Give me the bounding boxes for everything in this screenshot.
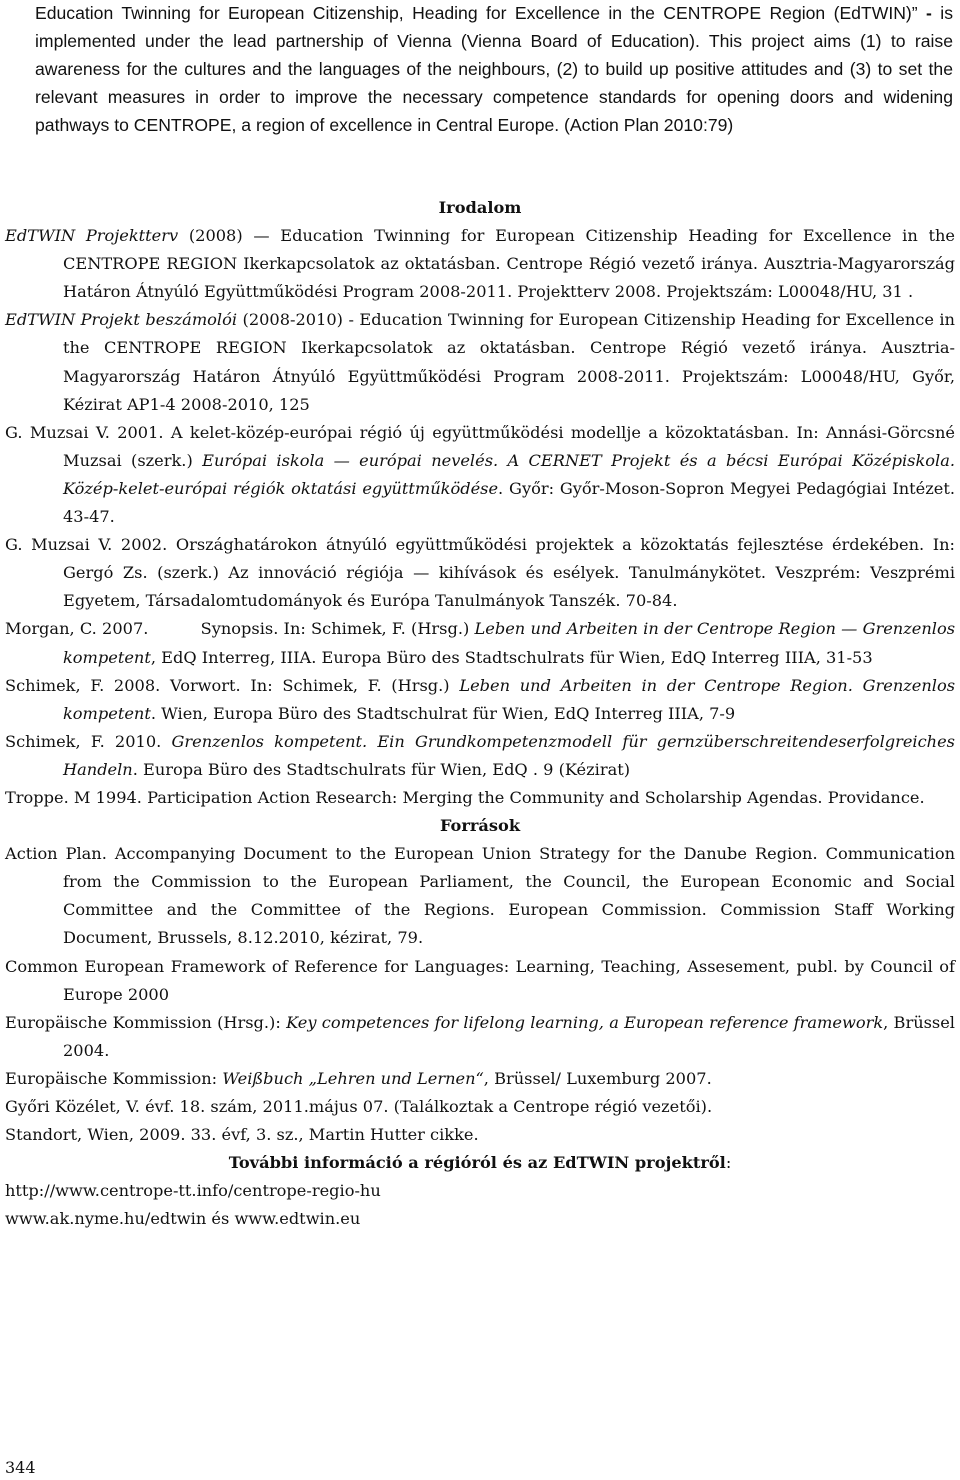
intro-text-2: is implemented under the lead partnership of Vienna (Vienna Board of Education). This project aims (1) to raise awareness for the cultures and the languages of the neighbours, (2) to build up positive attitudes and (3) to set the relevant measures in order to improve the necessary competence standards for opening doors and widening pathways to CENTROPE, a region of excellence in Central Europe.: [35, 3, 953, 136]
reference-text: (2008-2010) - Education Twinning for European Citizenship Heading for Excellence in the CENTROPE REGION Ikerkapcsolatok az oktatásban. Centrope Régió vezető iránya. Ausztria-Magyarország Határon Átnyúló Együttműködési Program 2008-2011. Projektszám: L00048/HU, Győr, Kézirat AP1-4 2008-2010, 125: [63, 310, 955, 414]
link-edtwin[interactable]: www.edtwin.eu: [234, 1209, 361, 1229]
reference-muzsai-2002: G. Muzsai V. 2002. Országhatárokon átnyúló együttműködési projektek a közoktatás fejlesztése érdekében. In: Gergó Zs. (szerk.) Az innováció régiója — kihívások és esélyek. Tanulmánykötet. Veszprém: Veszprémi Egyetem, Társadalomtudományok és Európa Tanulmányok Tanszék. 70-84.: [5, 535, 955, 611]
reference-muzsai-2001: [5, 419, 955, 531]
reference-text: (2008) — Education Twinning for European Citizenship Heading for Excellence in the CENTROPE REGION Ikerkapcsolatok az oktatásban. Centrope Régió vezető iránya. Ausztria-Magyarország Határon Átnyúló Együttműködési Program 2008-2011. Projektterv 2008. Projektszám: L00048/HU, 31 .: [63, 226, 955, 302]
reference-text: . Győr: Győr-Moson-Sopron Megyei Pedagógiai Intézet. 43-47.: [63, 478, 956, 527]
reference-title: Key competences for lifelong learning, a European reference framework: [286, 1012, 884, 1032]
reference-title: EdTWIN Projektterv: [5, 226, 179, 246]
reference-text: G. Muzsai V. 2001. A kelet-közép-európai régió új együttműködési modellje a közoktatásban. In: Annási-Görcsné Muzsai (szerk.): [5, 422, 955, 470]
reference-title: Leben und Arbeiten in der Centrope Region. Grenzenlos kompetent: [63, 675, 956, 723]
links-edtwin: [5, 1205, 955, 1233]
reference-title: Európai iskola — európai nevelés. A CERNET Projekt és a bécsi Európai Középiskola. Közép-kelet-európai régiók oktatási együttműködése: [63, 450, 955, 498]
link-centrope[interactable]: http://www.centrope-tt.info/centrope-regio-hu: [5, 1181, 381, 1201]
reference-title: EdTWIN Projekt beszámolói: [5, 310, 238, 330]
source-standort: Standort, Wien, 2009. 33. évf, 3. sz., Martin Hutter cikke.: [5, 1125, 479, 1145]
heading-text: További információ a régióról és az EdTWIN projektről: [228, 1153, 726, 1173]
reference-title: Weißbuch „Lehren und Lernen“: [222, 1068, 484, 1088]
reference-text: . Wien, Europa Büro des Stadtschulrat für Wien, EdQ Interreg IIIA, 7-9: [150, 703, 736, 723]
link-separator: és: [206, 1209, 235, 1229]
reference-text: Europäische Kommission (Hrsg.):: [5, 1012, 287, 1032]
source-cefr: Common European Framework of Reference for Languages: Learning, Teaching, Assesement, publ. by Council of Europe 2000: [5, 956, 955, 1004]
intro-citation: (Action Plan 2010:79): [559, 115, 734, 136]
reference-text: Schimek, F. 2008. Vorwort. In: Schimek, F. (Hrsg.): [5, 675, 460, 695]
reference-title: Grenzenlos kompetent. Ein Grundkompetenzmodell für gernzüberschreitendeserfolgreiches Handeln: [63, 731, 955, 779]
reference-troppe-1994: Troppe. M 1994. Participation Action Research: Merging the Community and Scholarship Agendas. Providance.: [5, 787, 925, 807]
reference-text: Europäische Kommission:: [5, 1068, 223, 1088]
reference-text: , Brüssel/ Luxemburg 2007.: [483, 1068, 712, 1088]
intro-paragraph: [35, 0, 953, 139]
reference-title: Leben und Arbeiten in der Centrope Region — Grenzenlos kompetent: [63, 619, 956, 667]
source-key-competences: [5, 1009, 955, 1065]
source-gyori-kozelet: Győri Közélet, V. évf. 18. szám, 2011.május 07. (Találkoztak a Centrope régió vezetői).: [5, 1097, 713, 1116]
reference-morgan-2007: [5, 615, 955, 671]
references-section: [5, 194, 955, 1233]
reference-text: Schimek, F. 2010.: [5, 731, 172, 751]
reference-schimek-2008: [5, 672, 955, 728]
intro-dash: -: [926, 3, 941, 23]
heading-irodalom: Irodalom: [438, 198, 522, 217]
link-ak-nyme[interactable]: www.ak.nyme.hu/edtwin: [5, 1209, 207, 1229]
reference-text: , Brüssel 2004.: [63, 1012, 955, 1060]
intro-text-1: Education Twinning for European Citizenship, Heading for Excellence in the CENTROPE Region (EdTWIN)”: [35, 3, 927, 23]
reference-text: Morgan, C. 2007. Synopsis. In: Schimek, F. (Hrsg.): [5, 619, 475, 639]
reference-text: , EdQ Interreg, IIIA. Europa Büro des Stadtschulrats für Wien, EdQ Interreg IIIA, 31-53: [150, 647, 873, 667]
page-number: 344: [5, 1458, 36, 1477]
source-action-plan: Action Plan. Accompanying Document to the European Union Strategy for the Danube Region. Communication from the Commission to the European Parliament, the Council, the European Economic and Social Committee and the Committee of the Regions. European Commission. Commission Staff Working Document, Brussels, 8.12.2010, kézirat, 79.: [5, 844, 955, 948]
heading-colon: :: [725, 1153, 732, 1173]
heading-forrasok: Források: [439, 816, 521, 836]
reference-edtwin-projektterv: [5, 222, 955, 306]
heading-tovabbi-informacio: [5, 1149, 955, 1177]
reference-schimek-2010: [5, 728, 955, 784]
reference-text: . Europa Büro des Stadtschulrats für Wien, EdQ . 9 (Kézirat): [132, 759, 631, 779]
source-weissbuch: [5, 1065, 955, 1093]
reference-edtwin-beszamolok: [5, 306, 955, 418]
